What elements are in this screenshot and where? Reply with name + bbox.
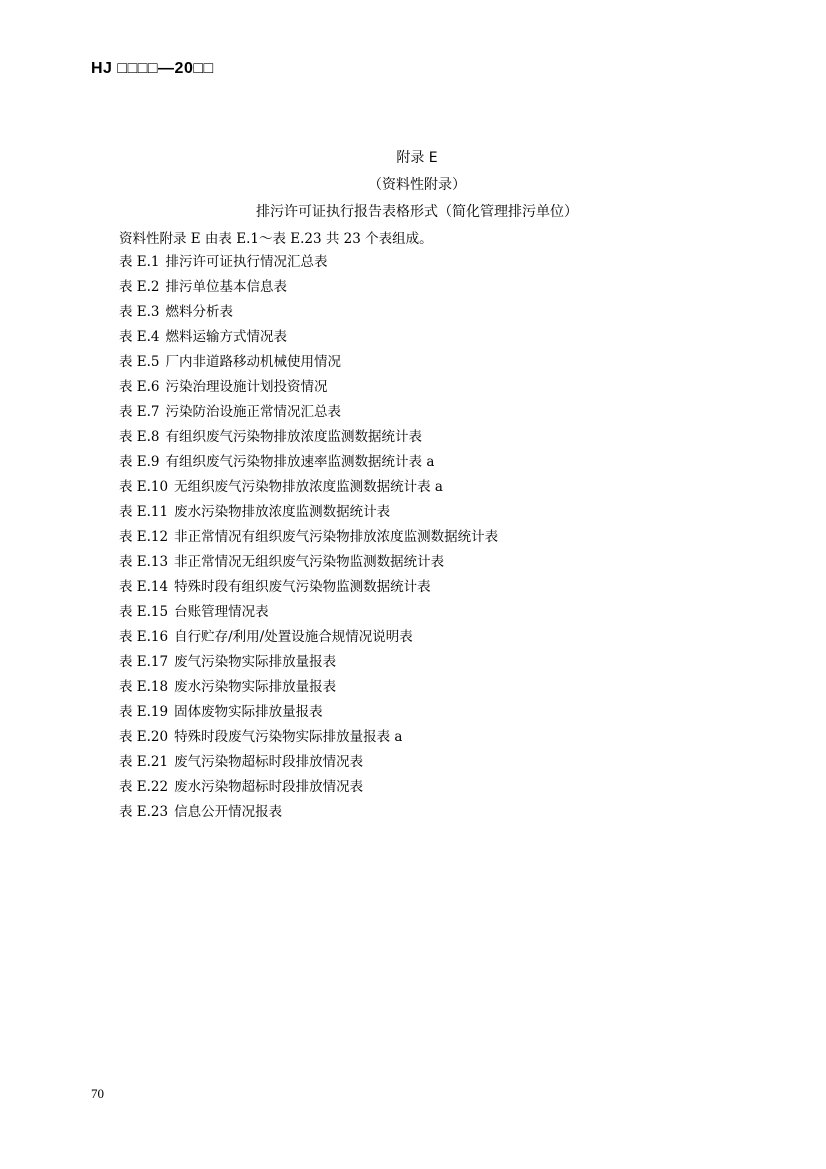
table-number: 表 E.6	[119, 379, 160, 395]
table-list-item	[119, 352, 498, 377]
table-list-item	[119, 427, 498, 452]
table-list-item	[119, 552, 498, 577]
table-title: 特殊时段废气污染物实际排放量报表 a	[174, 729, 403, 745]
table-title: 厂内非道路移动机械使用情况	[165, 354, 342, 370]
table-title: 特殊时段有组织废气污染物监测数据统计表	[174, 579, 431, 595]
table-number: 表 E.2	[119, 279, 160, 295]
table-title: 燃料运输方式情况表	[165, 329, 288, 345]
table-list-item	[119, 377, 498, 402]
standard-code-header: HJ □□□□—20□□	[91, 60, 214, 77]
table-list-item	[119, 577, 498, 602]
table-title: 无组织废气污染物排放浓度监测数据统计表 a	[174, 479, 443, 495]
table-number: 表 E.9	[119, 454, 160, 470]
table-title: 废水污染物超标时段排放情况表	[174, 779, 364, 795]
table-title: 废水污染物排放浓度监测数据统计表	[174, 504, 391, 520]
table-list-item	[119, 777, 498, 802]
table-list-item	[119, 802, 498, 827]
table-number: 表 E.16	[119, 629, 169, 645]
table-number: 表 E.17	[119, 654, 169, 670]
table-title: 废水污染物实际排放量报表	[174, 679, 337, 695]
table-list-item	[119, 652, 498, 677]
table-list-item	[119, 752, 498, 777]
table-number: 表 E.4	[119, 329, 160, 345]
table-number: 表 E.19	[119, 704, 169, 720]
table-number: 表 E.1	[119, 254, 160, 270]
table-number: 表 E.12	[119, 529, 169, 545]
appendix-subtitle: （资料性附录）	[368, 177, 466, 193]
appendix-heading: 排污许可证执行报告表格形式（简化管理排污单位）	[256, 204, 578, 220]
table-list-item	[119, 502, 498, 527]
table-number: 表 E.3	[119, 304, 160, 320]
table-title: 排污许可证执行情况汇总表	[165, 254, 328, 270]
page-number: 70	[91, 1086, 104, 1101]
table-title: 废气污染物实际排放量报表	[174, 654, 337, 670]
table-list-item	[119, 627, 498, 652]
appendix-intro: 资料性附录 E 由表 E.1～表 E.23 共 23 个表组成。	[119, 231, 433, 247]
table-number: 表 E.23	[119, 804, 169, 820]
table-title: 有组织废气污染物排放浓度监测数据统计表	[165, 429, 423, 445]
table-list-item	[119, 327, 498, 352]
table-number: 表 E.14	[119, 579, 169, 595]
table-list-item	[119, 602, 498, 627]
table-list-item	[119, 302, 498, 327]
table-list-item	[119, 727, 498, 752]
appendix-title: 附录 E	[396, 150, 438, 166]
table-list-item	[119, 477, 498, 502]
table-title: 非正常情况无组织废气污染物监测数据统计表	[174, 554, 445, 570]
table-title: 固体废物实际排放量报表	[174, 704, 323, 720]
table-number: 表 E.20	[119, 729, 169, 745]
table-list-item	[119, 702, 498, 727]
table-list-item	[119, 527, 498, 552]
table-number: 表 E.21	[119, 754, 169, 770]
table-title: 台账管理情况表	[174, 604, 269, 620]
table-list-item	[119, 252, 498, 277]
table-list-item	[119, 452, 498, 477]
table-title: 非正常情况有组织废气污染物排放浓度监测数据统计表	[174, 529, 499, 545]
table-list	[119, 252, 498, 827]
table-number: 表 E.15	[119, 604, 169, 620]
table-title: 自行贮存/利用/处置设施合规情况说明表	[174, 629, 413, 645]
table-list-item	[119, 277, 498, 302]
table-number: 表 E.10	[119, 479, 169, 495]
table-number: 表 E.18	[119, 679, 169, 695]
table-list-item	[119, 677, 498, 702]
table-number: 表 E.13	[119, 554, 169, 570]
table-number: 表 E.22	[119, 779, 169, 795]
table-title: 有组织废气污染物排放速率监测数据统计表 a	[165, 454, 435, 470]
table-title: 污染治理设施计划投资情况	[165, 379, 328, 395]
table-title: 燃料分析表	[165, 304, 234, 320]
table-list-item	[119, 402, 498, 427]
table-title: 污染防治设施正常情况汇总表	[165, 404, 342, 420]
table-number: 表 E.5	[119, 354, 160, 370]
table-title: 废气污染物超标时段排放情况表	[174, 754, 364, 770]
table-number: 表 E.7	[119, 404, 160, 420]
table-title: 信息公开情况报表	[174, 804, 283, 820]
table-title: 排污单位基本信息表	[165, 279, 288, 295]
table-number: 表 E.8	[119, 429, 160, 445]
table-number: 表 E.11	[119, 504, 169, 520]
